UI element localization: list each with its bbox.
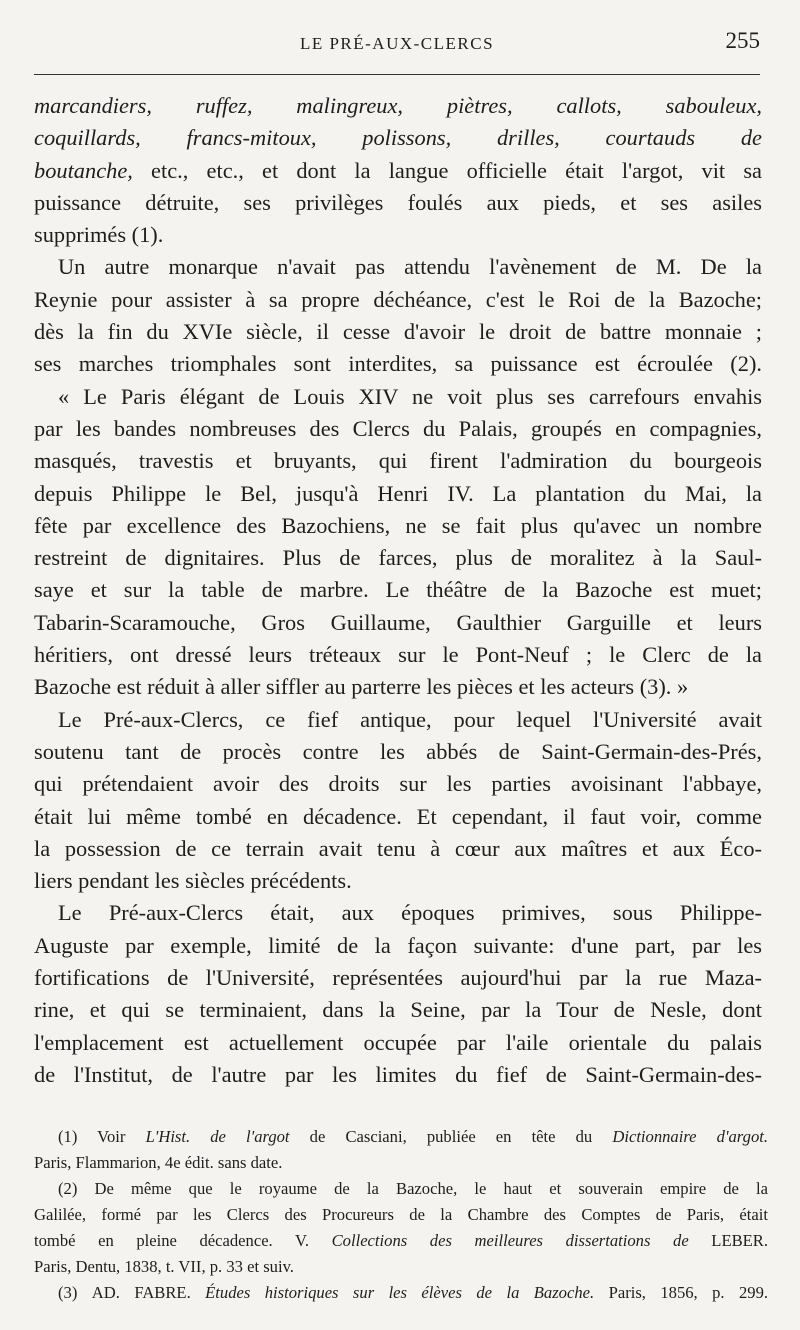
text-line: fortifications de l'Université, représentées aujourd'hui par la rue Maza-	[34, 965, 762, 991]
text-span: Paris, 1856, p. 299.	[594, 1283, 769, 1302]
footnote-2: (2) De même que le royaume de la Bazoche, le haut et souverain empire de la	[58, 1179, 768, 1198]
footnote-2-cont: Paris, Dentu, 1838, t. VII, p. 33 et suiv.	[34, 1257, 294, 1276]
italic-text: Études historiques sur les élèves de la Bazoche.	[205, 1283, 595, 1302]
text-line: restreint de dignitaires. Plus de farces, plus de moralitez à la Saul-	[34, 545, 762, 571]
italic-text: L'Hist. de l'argot	[145, 1127, 290, 1146]
text-line: dès la fin du XVIe siècle, il cesse d'avoir le droit de battre monnaie ;	[34, 319, 762, 345]
footnote-2-cont	[34, 1228, 768, 1254]
footnotes	[34, 1124, 768, 1306]
text-line: Un autre monarque n'avait pas attendu l'avènement de M. De la	[58, 254, 762, 280]
text-span: (3)	[58, 1283, 92, 1302]
text-line: depuis Philippe le Bel, jusqu'à Henri IV. La plantation du Mai, la	[34, 480, 762, 506]
main-text	[34, 90, 762, 1091]
author-name: LEBER.	[688, 1231, 768, 1250]
footnote-2-cont: Galilée, formé par les Clercs des Procureurs de la Chambre des Comptes de Paris, était	[34, 1205, 768, 1224]
footnote-3	[34, 1280, 768, 1306]
text-line	[34, 122, 762, 154]
italic-text: Collections des meilleures dissertations de	[331, 1231, 689, 1250]
text-line: puissance détruite, ses privilèges foulés aux pieds, et ses asiles	[34, 189, 762, 215]
italic-text: boutanche,	[34, 157, 133, 183]
text-line: soutenu tant de procès contre les abbés de Saint-Germain-des-Prés,	[34, 738, 762, 764]
text-line: de l'Institut, de l'autre par les limites du fief de Saint-Germain-des-	[34, 1061, 762, 1087]
text-line: liers pendant les siècles précédents.	[34, 868, 352, 894]
text-line: Reynie pour assister à sa propre déchéance, c'est le Roi de la Bazoche;	[34, 286, 762, 312]
running-title: LE PRÉ-AUX-CLERCS	[299, 34, 495, 53]
text-line	[34, 90, 762, 122]
text-line: rine, et qui se terminaient, dans la Seine, par la Tour de Nesle, dont	[34, 997, 762, 1023]
text-line: Le Pré-aux-Clercs était, aux époques primives, sous Philippe-	[58, 900, 762, 926]
text-line: Bazoche est réduit à aller siffler au parterre les pièces et les acteurs (3). »	[34, 674, 689, 700]
page-header	[34, 28, 760, 62]
footnote-1-cont: Paris, Flammarion, 4e édit. sans date.	[34, 1153, 283, 1172]
italic-text: marcandiers, ruffez, malingreux, piètres, callots, sabouleux,	[34, 93, 762, 118]
text-line: qui prétendaient avoir des droits sur les parties avoisinant l'abbaye,	[34, 771, 762, 797]
header-rule	[34, 74, 760, 75]
page-number: 255	[725, 28, 760, 53]
text-line: héritiers, ont dressé leurs tréteaux sur le Pont-Neuf ; le Clerc de la	[34, 642, 762, 668]
text-line: était lui même tombé en décadence. Et cependant, il faut voir, comme	[34, 803, 762, 829]
text-line: Tabarin-Scaramouche, Gros Guillaume, Gaulthier Garguille et leurs	[34, 609, 762, 635]
text-span	[191, 1283, 205, 1302]
text-span: etc., etc., et dont la langue officielle était l'argot, vit sa	[132, 157, 762, 183]
text-line: saye et sur la table de marbre. Le théâtre de la Bazoche est muet;	[34, 577, 762, 603]
text-span: (1) Voir	[58, 1127, 146, 1146]
text-line: Le Pré-aux-Clercs, ce fief antique, pour lequel l'Université avait	[58, 706, 762, 732]
text-line: ses marches triomphales sont interdites, sa puissance est écroulée (2).	[34, 351, 762, 377]
text-line: Auguste par exemple, limité de la façon suivante: d'une part, par les	[34, 932, 762, 958]
text-line: masqués, travestis et bruyants, qui firent l'admiration du bourgeois	[34, 448, 762, 474]
author-name: AD. FABRE.	[91, 1283, 191, 1302]
text-line: l'emplacement est actuellement occupée par l'aile orientale du palais	[34, 1029, 762, 1055]
italic-text: coquillards, francs-mitoux, polissons, drilles, courtauds de	[34, 125, 762, 151]
text-line: par les bandes nombreuses des Clercs du Palais, groupés en compagnies,	[34, 415, 762, 441]
text-line: supprimés (1).	[34, 222, 164, 248]
footnote-1	[34, 1124, 768, 1150]
text-line: « Le Paris élégant de Louis XIV ne voit plus ses carrefours envahis	[58, 383, 762, 409]
text-span: tombé en pleine décadence. V.	[34, 1231, 332, 1250]
text-span: de Casciani, publiée en tête du	[289, 1127, 613, 1146]
text-line: la possession de ce terrain avait tenu à cœur aux maîtres et aux Éco-	[34, 835, 762, 861]
italic-text: Dictionnaire d'argot.	[612, 1127, 768, 1146]
text-line	[34, 155, 762, 187]
text-line: fête par excellence des Bazochiens, ne se fait plus qu'avec un nombre	[34, 512, 762, 538]
